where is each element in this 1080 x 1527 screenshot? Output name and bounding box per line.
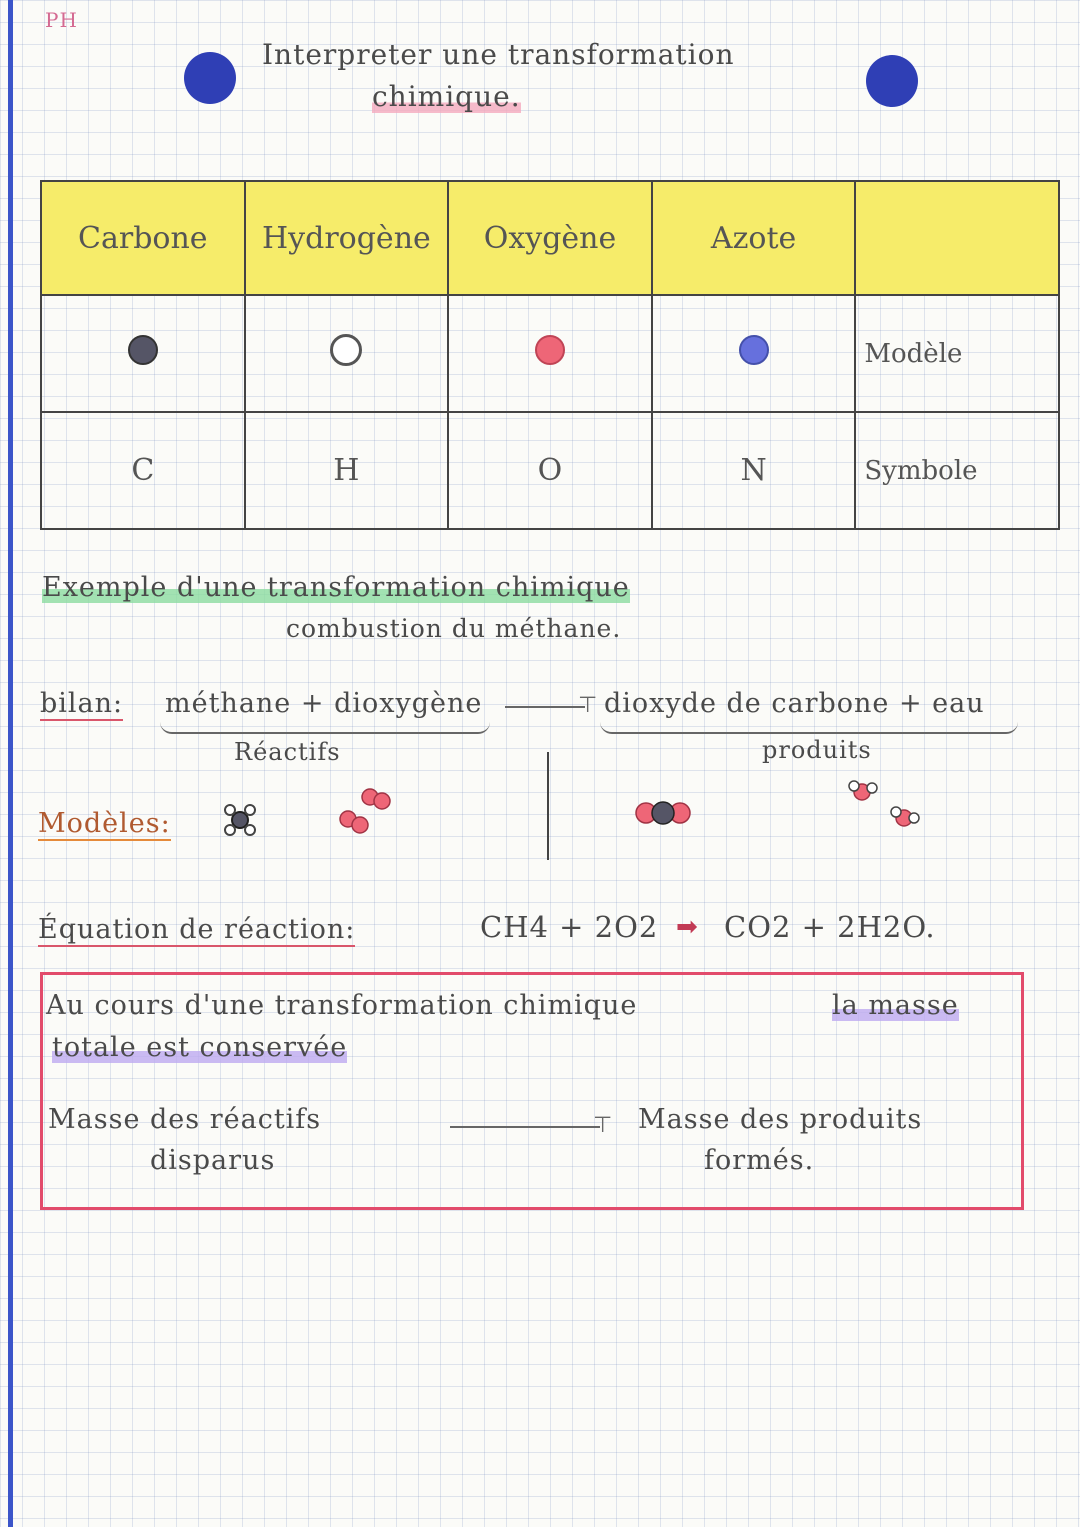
products-label: produits <box>762 736 872 764</box>
title-line-1: Interpreter une transformation <box>262 38 735 71</box>
equation-rhs: CO2 + 2H2O. <box>724 910 936 944</box>
conservation-line-1b: la masse <box>832 990 959 1021</box>
bilan-products: dioxyde de carbone + eau <box>604 688 985 719</box>
equation-arrow-icon: ➡ <box>676 912 698 942</box>
carbon-atom-icon <box>128 335 158 365</box>
methane-molecule-icon <box>220 800 260 840</box>
equation-label: Équation de réaction: <box>38 914 356 945</box>
example-subtitle: combustion du méthane. <box>286 614 622 643</box>
separator-line <box>547 752 549 860</box>
symbol-oxygene: O <box>448 412 652 529</box>
title-line-2: chimique. <box>372 80 521 113</box>
table-model-row <box>41 295 1059 412</box>
row-label-modele: Modèle <box>855 295 1059 412</box>
dioxygen-molecules-icon <box>334 785 396 837</box>
symbol-carbone: C <box>41 412 245 529</box>
corner-label: PH <box>45 8 78 32</box>
co2-molecule-icon <box>632 798 694 828</box>
header-oxygene: Oxygène <box>448 181 652 295</box>
row-label-symbole: Symbole <box>855 412 1059 529</box>
table-symbol-row <box>41 412 1059 529</box>
conservation-line-1a: Au cours d'une transformation chimique <box>46 990 638 1021</box>
cell-model-oxygene <box>448 295 652 412</box>
mass-products: Masse des produits <box>638 1104 923 1135</box>
binder-hole-left <box>184 52 236 104</box>
header-empty <box>855 181 1059 295</box>
symbol-hydrogene: H <box>245 412 449 529</box>
equation-lhs: CH4 + 2O2 <box>480 910 659 944</box>
margin-line <box>8 0 13 1527</box>
mass-products-formes: formés. <box>704 1145 815 1176</box>
mass-arrow-icon: ⊤ <box>593 1113 613 1138</box>
bilan-arrow-line <box>505 706 585 708</box>
symbol-azote: N <box>652 412 856 529</box>
models-label: Modèles: <box>38 808 171 839</box>
header-azote: Azote <box>652 181 856 295</box>
mass-reactants-disparus: disparus <box>150 1145 276 1176</box>
mass-arrow-line <box>450 1126 600 1128</box>
conservation-line-2: totale est conservée <box>52 1032 348 1063</box>
bilan-arrow-icon: ⊤ <box>578 693 598 718</box>
binder-hole-right <box>866 55 918 107</box>
bilan-label: bilan: <box>40 688 124 719</box>
cell-model-hydrogene <box>245 295 449 412</box>
reactants-label: Réactifs <box>234 738 341 766</box>
oxygen-atom-icon <box>535 335 565 365</box>
cell-model-azote <box>652 295 856 412</box>
cell-model-carbone <box>41 295 245 412</box>
nitrogen-atom-icon <box>739 335 769 365</box>
hydrogen-atom-icon <box>330 334 362 366</box>
header-hydrogene: Hydrogène <box>245 181 449 295</box>
water-molecule-icon <box>848 778 888 806</box>
table-header-row <box>41 181 1059 295</box>
reactants-brace <box>160 722 490 734</box>
mass-reactants: Masse des réactifs <box>48 1104 322 1135</box>
bilan-reactants: méthane + dioxygène <box>165 688 483 719</box>
elements-table <box>40 180 1060 530</box>
water-molecule-icon-2 <box>890 804 930 832</box>
example-heading: Exemple d'une transformation chimique <box>42 572 630 603</box>
header-carbone: Carbone <box>41 181 245 295</box>
products-brace <box>600 722 1018 734</box>
